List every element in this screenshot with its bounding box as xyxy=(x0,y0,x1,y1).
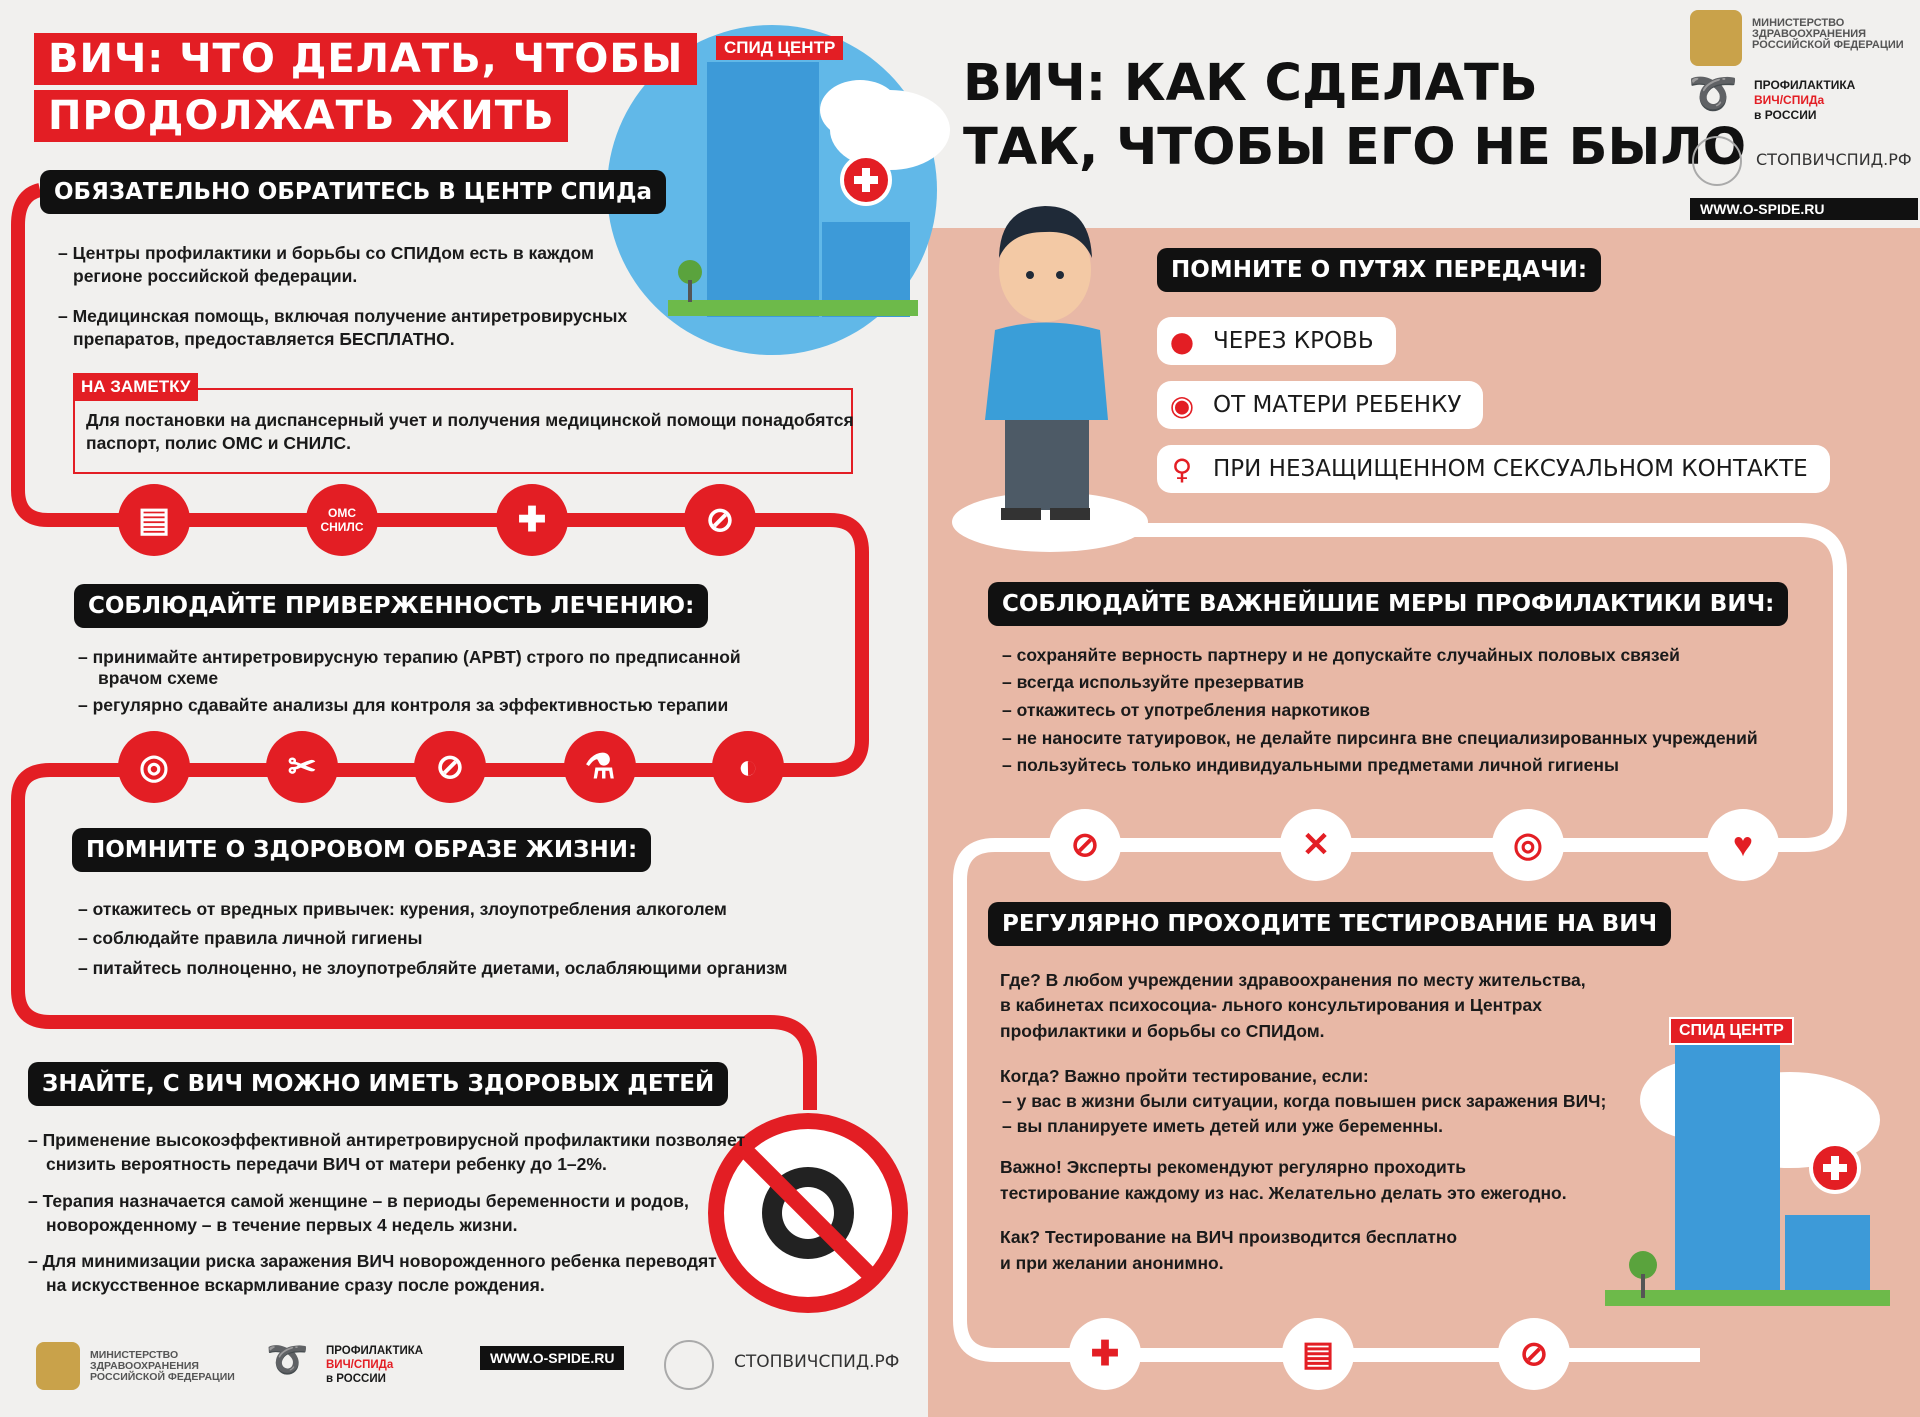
header-prof-line3: в РОССИИ xyxy=(1754,108,1817,122)
header-ministry-line1: МИНИСТЕРСТВО xyxy=(1752,17,1845,29)
right-title xyxy=(963,52,1746,180)
section2-heading: СОБЛЮДАЙТЕ ПРИВЕРЖЕННОСТЬ ЛЕЧЕНИЮ: xyxy=(74,584,708,628)
testing-when-line3: – вы планируете иметь детей или уже беременны. xyxy=(1002,1116,1444,1136)
s2-bullet1: – принимайте антиретровирусную терапию (АРВТ) строго по предписанной xyxy=(78,647,741,667)
oms-text: ОМС xyxy=(328,506,356,520)
left-title-line2: ПРОДОЛЖАТЬ ЖИТЬ xyxy=(34,90,568,142)
no-casual-sex-icon: ⊘ xyxy=(1049,809,1121,881)
stop-aids-emblem-icon xyxy=(664,1340,714,1390)
header-stop-site[interactable]: СТОПВИЧСПИД.РФ xyxy=(1756,150,1912,169)
s4-bullet2: – Терапия назначается самой женщине – в периоды беременности и родов, xyxy=(28,1191,689,1211)
header-ministry xyxy=(1752,18,1904,51)
footer-stop-site[interactable]: СТОПВИЧСПИД.РФ xyxy=(734,1352,900,1372)
s4-bullet1b: снизить вероятность передачи ВИЧ от матери ребенку до 1–2%. xyxy=(46,1154,607,1174)
test-tubes-icon: ⚗ xyxy=(564,731,636,803)
section1-heading: ОБЯЗАТЕЛЬНО ОБРАТИТЕСЬ В ЦЕНТР СПИДа xyxy=(40,170,666,214)
no-fear-icon: ⊘ xyxy=(1498,1318,1570,1390)
transmission-item-sexual xyxy=(1157,445,1830,493)
footer-ministry xyxy=(90,1350,235,1383)
couple-icon: ♀ xyxy=(1171,452,1193,486)
oms-snils-icon xyxy=(306,484,378,556)
testing-where-line1: Где? В любом учреждении здравоохранения по месту жительства, xyxy=(1000,970,1586,990)
testing-how-line2: и при желании анонимно. xyxy=(1000,1253,1224,1273)
s3-bullet1: – откажитесь от вредных привычек: курения, злоупотребления алкоголем xyxy=(78,899,727,919)
s1-bullet2b: препаратов, предоставляется БЕСПЛАТНО. xyxy=(73,329,455,349)
building-sign: СПИД ЦЕНТР xyxy=(716,36,843,60)
transmission-item-blood xyxy=(1157,317,1396,365)
right-title-line2: ТАК, ЧТОБЫ ЕГО НЕ БЫЛО xyxy=(963,118,1747,177)
prevention-bullet2: – всегда используйте презерватив xyxy=(1002,672,1305,692)
transmission-heading: ПОМНИТЕ О ПУТЯХ ПЕРЕДАЧИ: xyxy=(1157,248,1601,292)
prevention-heading: СОБЛЮДАЙТЕ ВАЖНЕЙШИЕ МЕРЫ ПРОФИЛАКТИКИ ВИЧ: xyxy=(988,582,1788,626)
footer-ministry-line3: РОССИЙСКОЙ ФЕДЕРАЦИИ xyxy=(90,1371,235,1383)
left-title-line1: ВИЧ: ЧТО ДЕЛАТЬ, ЧТОБЫ xyxy=(34,33,697,85)
medical-location-icon: ✚ xyxy=(496,484,568,556)
s4-bullet2b: новорожденному – в течение первых 4 недель жизни. xyxy=(46,1215,518,1235)
testing-when-line1: Когда? Важно пройти тестирование, если: xyxy=(1000,1066,1369,1086)
transmission-label: ПРИ НЕЗАЩИЩЕННОМ СЕКСУАЛЬНОМ КОНТАКТЕ xyxy=(1213,456,1808,482)
transmission-item-mother xyxy=(1157,381,1483,429)
testing-when-line2: – у вас в жизни были ситуации, когда повышен риск заражения ВИЧ; xyxy=(1002,1091,1607,1111)
ministry-emblem-icon xyxy=(1690,10,1742,66)
s2-bullet2: – регулярно сдавайте анализы для контроля за эффективностью терапии xyxy=(78,695,729,715)
heart-icon: ♥ xyxy=(1707,809,1779,881)
s4-bullet3b: на искусственное вскармливание сразу после рождения. xyxy=(46,1275,545,1295)
pills-icon: ◐ xyxy=(712,731,784,803)
footer-site-link[interactable]: WWW.O-SPIDE.RU xyxy=(480,1346,624,1370)
prevention-bullet5: – пользуйтесь только индивидуальными предметами личной гигиены xyxy=(1002,755,1619,775)
s3-bullet3: – питайтесь полноценно, не злоупотребляйте диетами, ослабляющими организм xyxy=(78,958,788,978)
snils-text: СНИЛС xyxy=(320,520,364,534)
testing-how-line1: Как? Тестирование на ВИЧ производится бесплатно xyxy=(1000,1227,1458,1247)
section4-heading: ЗНАЙТЕ, С ВИЧ МОЖНО ИМЕТЬ ЗДОРОВЫХ ДЕТЕЙ xyxy=(28,1062,728,1106)
header-prof-line2: ВИЧ/СПИДа xyxy=(1754,93,1825,107)
testing-where-line2: в кабинетах психосоциа- льного консультирования и Центрах xyxy=(1000,995,1542,1015)
red-ribbon-icon: ➰ xyxy=(1688,72,1738,116)
header-site-link[interactable]: WWW.O-SPIDE.RU xyxy=(1690,198,1918,220)
note-line2: паспорт, полис ОМС и СНИЛС. xyxy=(86,433,351,453)
s1-bullet1b: регионе российской федерации. xyxy=(73,266,358,286)
header-ministry-line2: ЗДРАВООХРАНЕНИЯ xyxy=(1752,28,1867,40)
no-fear-icon: ⊘ xyxy=(684,484,756,556)
header-prof-line1: ПРОФИЛАКТИКА xyxy=(1754,78,1856,92)
footer-prof-line3: в РОССИИ xyxy=(326,1373,386,1385)
passport-icon: ▤ xyxy=(1282,1318,1354,1390)
footer-prof xyxy=(326,1344,423,1386)
transmission-label: ОТ МАТЕРИ РЕБЕНКУ xyxy=(1213,392,1462,418)
plate-icon: ◎ xyxy=(118,731,190,803)
red-ribbon-icon: ➰ xyxy=(266,1341,309,1379)
ministry-emblem-icon xyxy=(36,1342,80,1390)
prevention-bullet1: – сохраняйте верность партнеру и не допускайте случайных половых связей xyxy=(1002,645,1680,665)
s4-bullet1: – Применение высокоэффективной антиретровирусной профилактики позволяет xyxy=(28,1130,746,1150)
header-ministry-line3: РОССИЙСКОЙ ФЕДЕРАЦИИ xyxy=(1752,39,1904,51)
passport-icon: ▤ xyxy=(118,484,190,556)
s1-bullet1: – Центры профилактики и борьбы со СПИДом есть в каждом xyxy=(58,243,594,263)
note-label: НА ЗАМЕТКУ xyxy=(73,373,198,401)
testing-building-sign: СПИД ЦЕНТР xyxy=(1669,1017,1794,1045)
condom-icon: ◎ xyxy=(1492,809,1564,881)
no-smoking-icon: ⊘ xyxy=(414,731,486,803)
s1-bullet2: – Медицинская помощь, включая получение антиретровирусных xyxy=(58,306,628,326)
footer-prof-line2: ВИЧ/СПИДа xyxy=(326,1359,394,1371)
footer-ministry-line1: МИНИСТЕРСТВО xyxy=(90,1349,179,1361)
prevention-bullet4: – не наносите татуировок, не делайте пирсинга вне специализированных учреждений xyxy=(1002,728,1758,748)
section3-heading: ПОМНИТЕ О ЗДОРОВОМ ОБРАЗЕ ЖИЗНИ: xyxy=(72,828,651,872)
s3-bullet2: – соблюдайте правила личной гигиены xyxy=(78,928,423,948)
footer-prof-line1: ПРОФИЛАКТИКА xyxy=(326,1345,424,1357)
s2-bullet1b: врачом схеме xyxy=(98,668,219,688)
testing-heading: РЕГУЛЯРНО ПРОХОДИТЕ ТЕСТИРОВАНИЕ НА ВИЧ xyxy=(988,902,1671,946)
mother-child-icon: ◉ xyxy=(1169,388,1195,422)
right-title-line1: ВИЧ: КАК СДЕЛАТЬ xyxy=(963,54,1538,113)
testing-important-line2: тестирование каждому из нас. Желательно делать это ежегодно. xyxy=(1000,1183,1567,1203)
testing-important-line1: Важно! Эксперты рекомендуют регулярно проходить xyxy=(1000,1157,1467,1177)
no-syringe-icon: ✕ xyxy=(1280,809,1352,881)
footer-ministry-line2: ЗДРАВООХРАНЕНИЯ xyxy=(90,1360,199,1372)
testing-where-line3: профилактики и борьбы со СПИДом. xyxy=(1000,1021,1325,1041)
stop-aids-emblem-icon xyxy=(1692,136,1742,186)
hygiene-tools-icon: ✂ xyxy=(266,731,338,803)
prevention-bullet3: – откажитесь от употребления наркотиков xyxy=(1002,700,1370,720)
transmission-label: ЧЕРЕЗ КРОВЬ xyxy=(1213,328,1374,354)
medical-location-icon: ✚ xyxy=(1069,1318,1141,1390)
note-line1: Для постановки на диспансерный учет и получения медицинской помощи понадобятся xyxy=(86,410,854,430)
header-prof xyxy=(1754,78,1855,123)
s4-bullet3: – Для минимизации риска заражения ВИЧ новорожденного ребенка переводят xyxy=(28,1251,717,1271)
blood-drop-icon: ● xyxy=(1169,324,1195,358)
